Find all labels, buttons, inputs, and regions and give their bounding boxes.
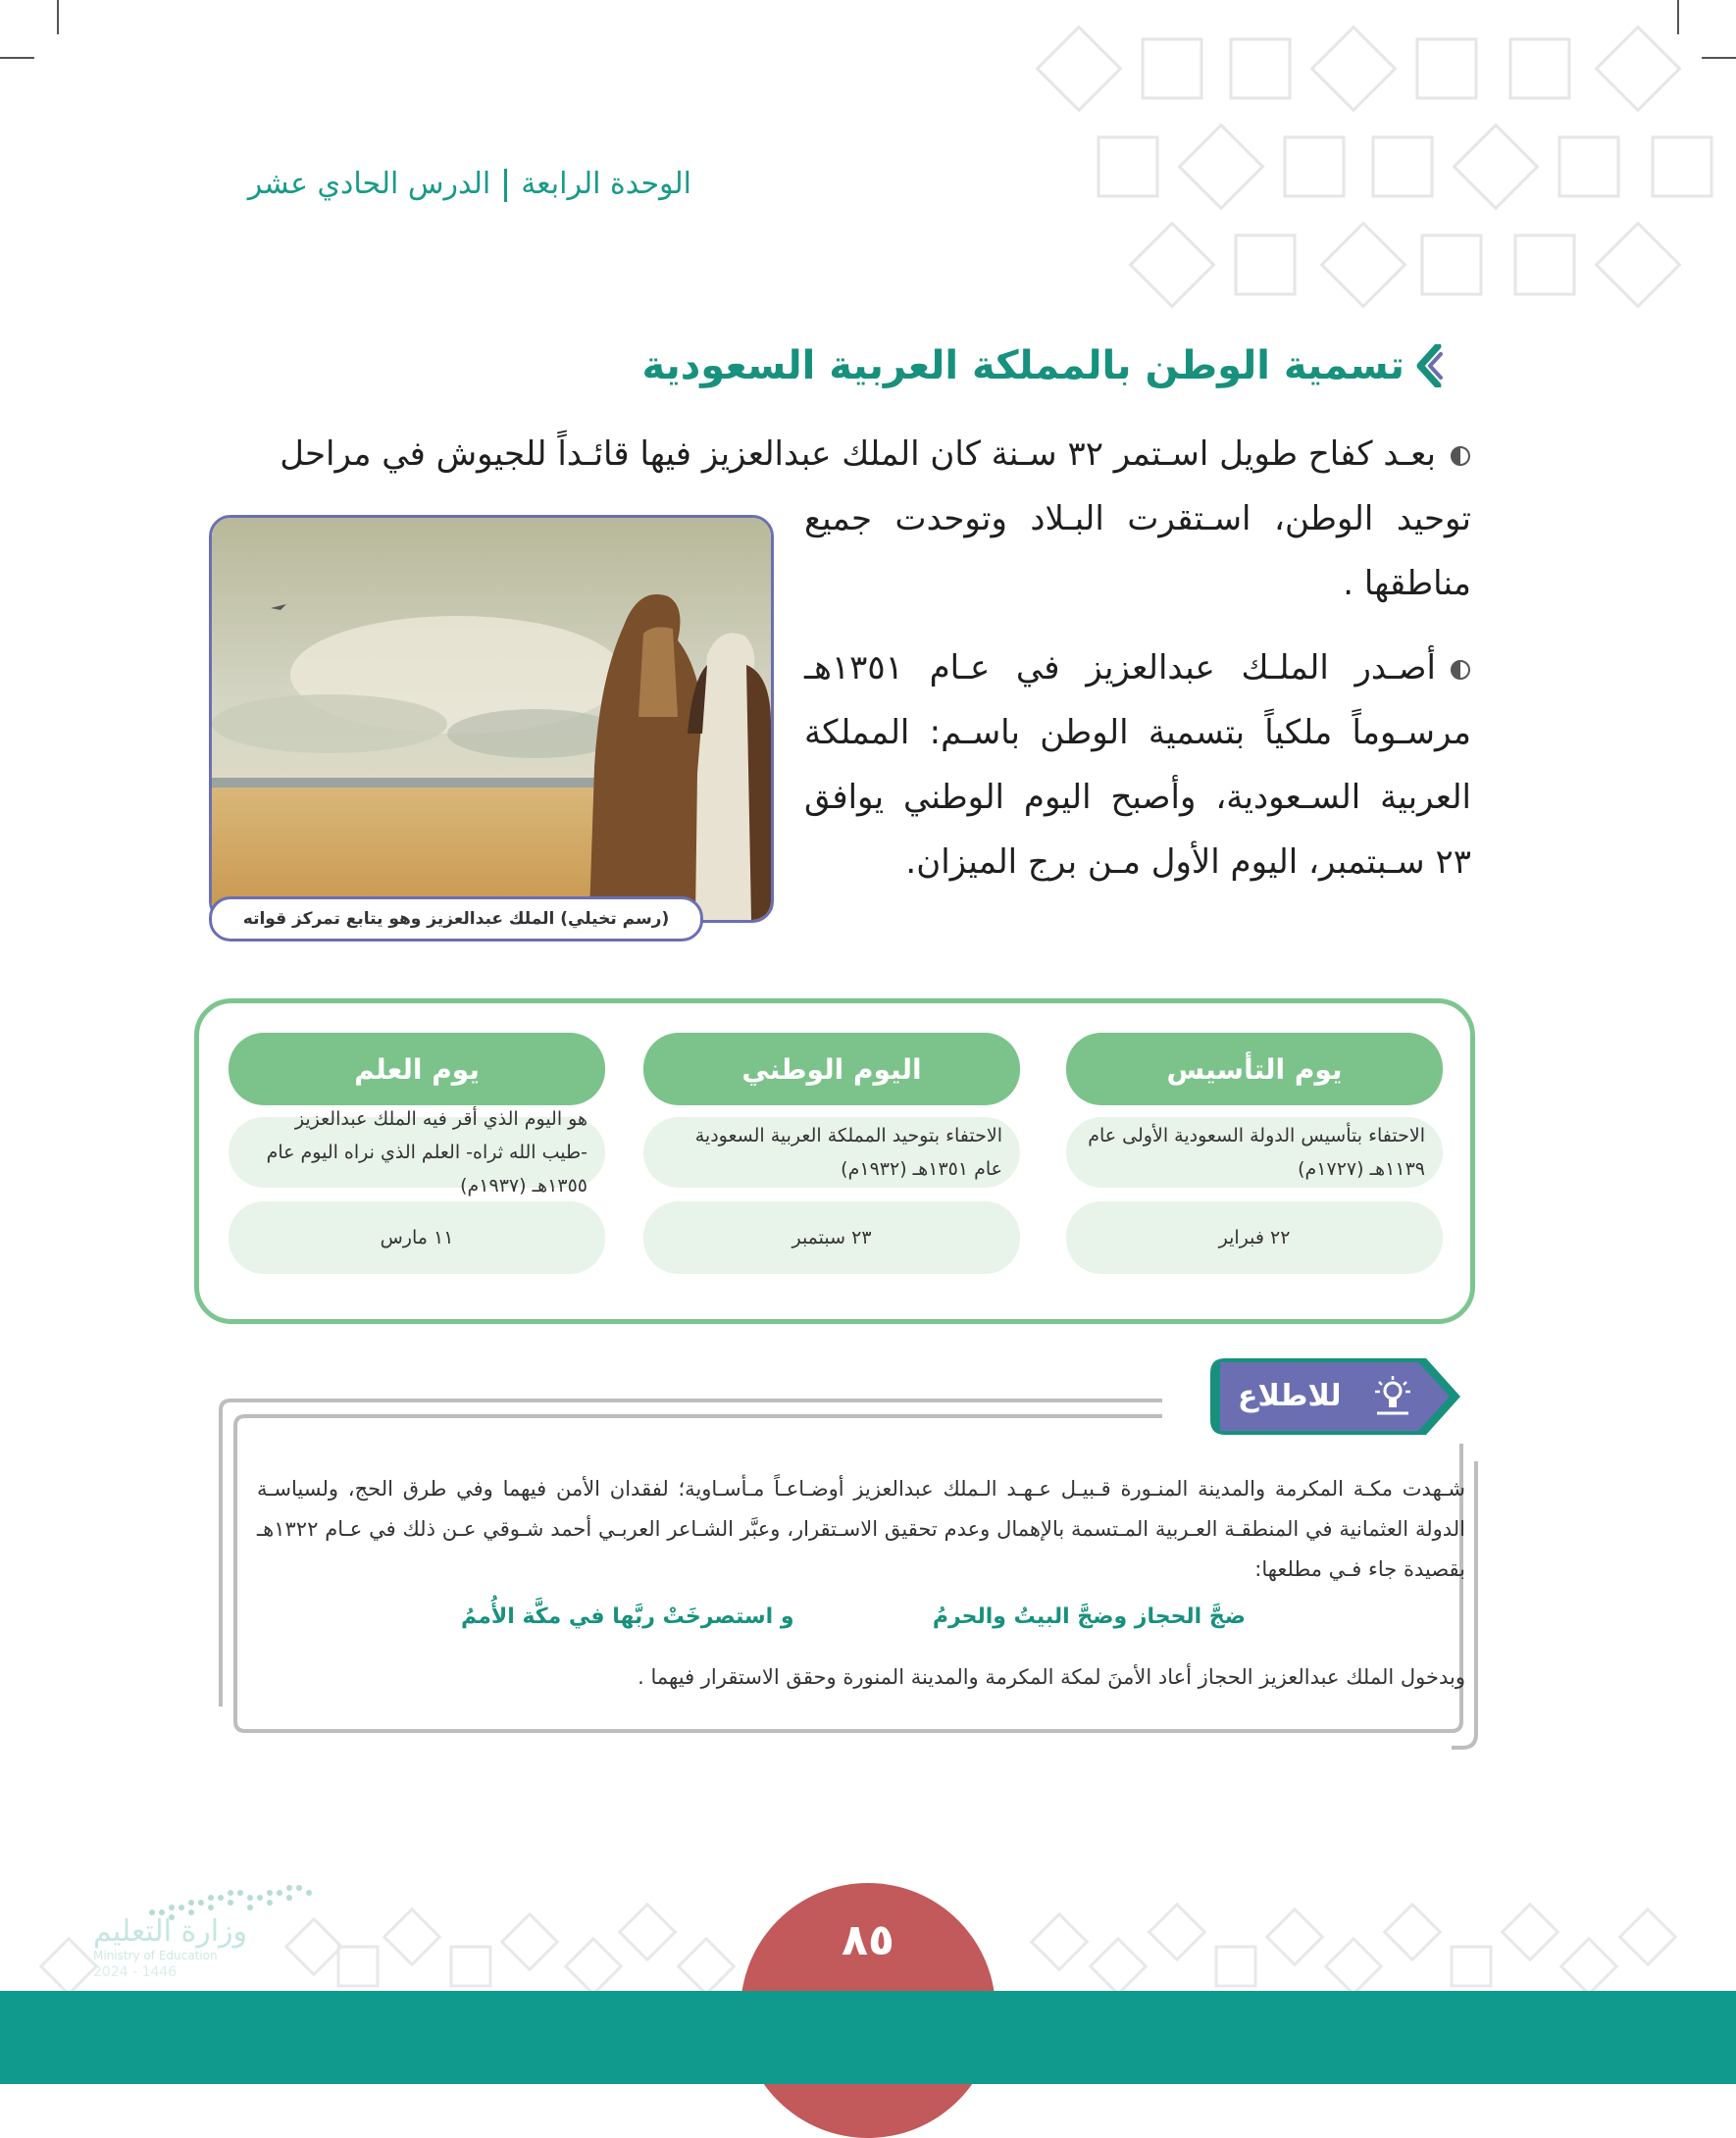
day-description: الاحتفاء بتأسيس الدولة السعودية الأولى عام ١١٣٩هـ (١٧٢٧م): [1066, 1117, 1443, 1188]
poem-verse: [461, 1604, 1246, 1629]
info-paragraph: شـهدت مكـة المكرمة والمدينة المنـورة قـبيـل عـهـد الـملك عبدالعزيز أوضـاعـاً مـأسـاوية؛ لفقدان الأمن فيهما وفي طرق الحج، ولسياسـة الدولة العثمانية في المنطقـة العـربية المـتسمة بالإهمال وعدم تحقيق الاسـتقرار، وعبَّر الشـاعر العربـي أحمد شـوقي عـن ذلك في عـام ١٣٢٢هـ بقصيدة جاء فـي مطلعها:: [257, 1477, 1465, 1581]
day-description: هو اليوم الذي أقر فيه الملك عبدالعزيز -طيب الله ثراه- العلم الذي نراه اليوم عام ١٣٥٥هـ (١٩٣٧م): [229, 1117, 605, 1188]
day-date: ٢٢ فبراير: [1066, 1201, 1443, 1274]
paragraph-1-text-b: توحيد الوطن، اسـتقرت البـلاد وتوحدت جميع مناطقها .: [804, 499, 1471, 603]
verse-second-hemistich: و استصرخَتْ ربَّها في مكَّة الأُممُ: [461, 1604, 794, 1629]
unit-label: الوحدة الرابعة: [521, 167, 691, 201]
figure-caption-text: (رسم تخيلي) الملك عبدالعزيز وهو يتابع تمركز قواته: [242, 909, 670, 929]
section-title-text: تسمية الوطن بالمملكة العربية السعودية: [641, 343, 1404, 388]
day-date: ١١ مارس: [229, 1201, 605, 1274]
day-title: اليوم الوطني: [643, 1033, 1020, 1105]
day-date: ٢٣ سبتمبر: [643, 1201, 1020, 1274]
info-closing-sentence: وبدخول الملك عبدالعزيز الحجاز أعاد الأمنَ لمكة المكرمة والمدينة المنورة وحقق الاستقرار فيهما .: [638, 1665, 1465, 1689]
paragraph-1-text-a: بعـد كفاح طويل اسـتمر ٣٢ سـنة كان الملك عبدالعزيز فيها قائـداً للجيوش في مراحل: [280, 434, 1436, 474]
lesson-label: الدرس الحادي عشر: [247, 167, 491, 201]
day-title: يوم التأسيس: [1066, 1033, 1443, 1105]
footer-bar: [0, 1991, 1736, 2084]
verse-first-hemistich: ضجَّ الحجاز وضجَّ البيتُ والحرمُ: [932, 1604, 1246, 1629]
ministry-logo: [93, 1914, 289, 1980]
edition-year: 2024 - 1446: [93, 1964, 178, 1980]
ministry-name-ar: وزارة التعليم: [93, 1914, 248, 1949]
paragraph-2-text: أصـدر الملـك عبدالعزيز في عـام ١٣٥١هـ مرسـوماً ملكياً بتسمية الوطن باسـم: المملكة العربية السـعودية، وأصبح اليوم الوطني يوافق ٢٣ سـبتمبر، اليوم الأول مـن برج الميزان.: [804, 648, 1471, 882]
day-title: يوم العلم: [229, 1033, 605, 1105]
page-number: ٨٥: [842, 1914, 894, 1965]
info-tab-label: للاطلاع: [1238, 1378, 1342, 1413]
ministry-name-en: Ministry of Education: [93, 1949, 218, 1962]
day-description: الاحتفاء بتوحيد المملكة العربية السعودية عام ١٣٥١هـ (١٩٣٢م): [643, 1117, 1020, 1188]
